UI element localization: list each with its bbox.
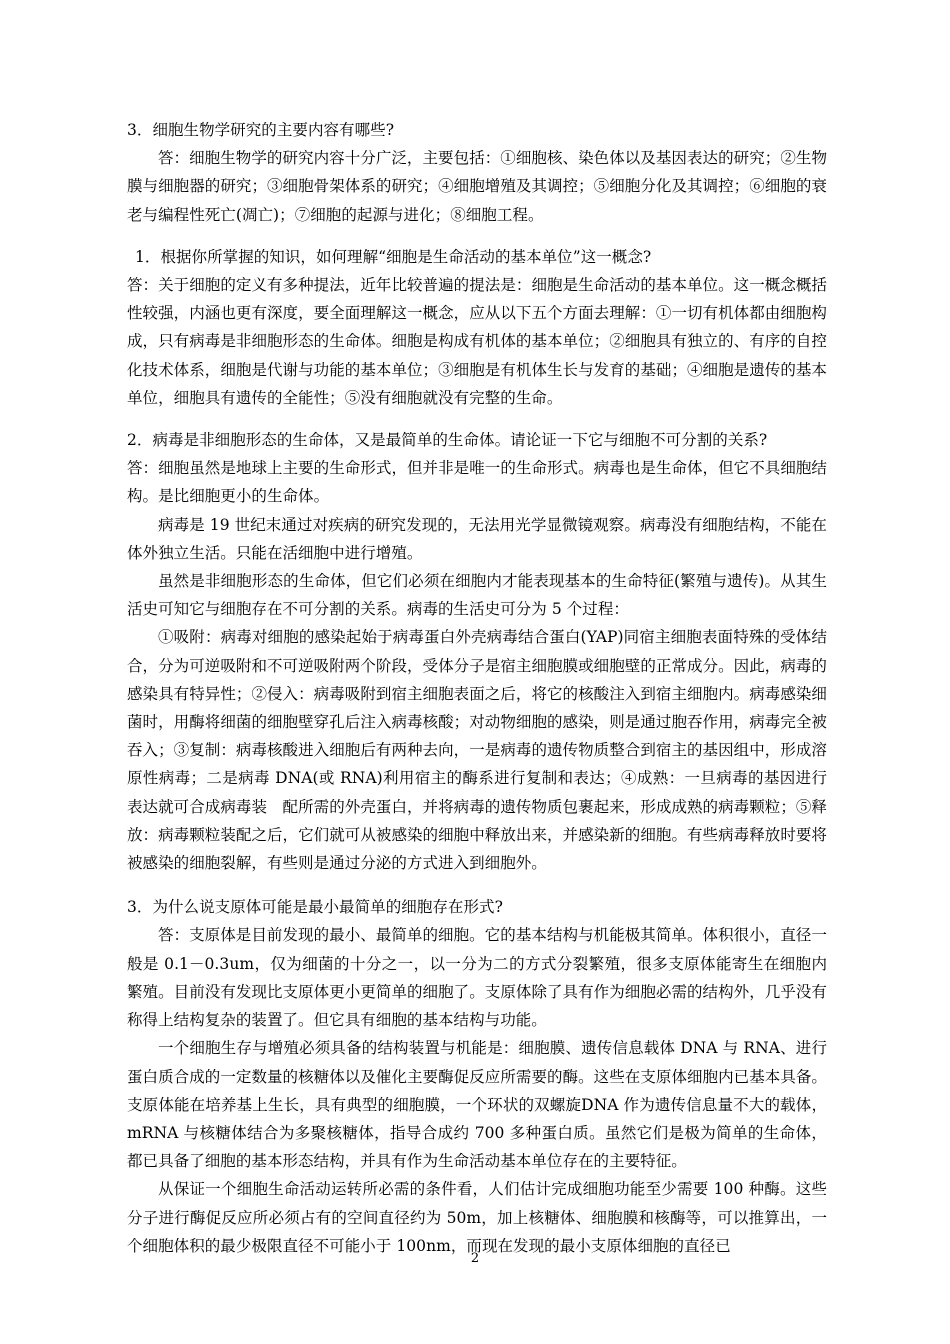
answer-paragraph: 答：支原体是目前发现的最小、最简单的细胞。它的基本结构与机能极其简单。体积很小，直径一般是 0.1－0.3um，仅为细菌的十分之一，以一分为二的方式分裂繁殖，很多支原体能寄生在细胞内繁殖。目前没有发现比支原体更小更简单的细胞了。支原体除了具有作为细胞必需的结构外，几乎没有称得上结构复杂的装置了。但它具有细胞的基本结构与功能。 [127, 926, 827, 1030]
section-spacer [127, 229, 827, 243]
body-paragraph: 虽然是非细胞形态的生命体，但它们必须在细胞内才能表现基本的生命特征(繁殖与遗传)。从其生活史可知它与细胞存在不可分割的关系。病毒的生活史可分为 5 个过程： [127, 572, 828, 619]
question-heading: 3．细胞生物学研究的主要内容有哪些? [127, 121, 395, 139]
answer-paragraph: 答：细胞生物学的研究内容十分广泛，主要包括：①细胞核、染色体以及基因表达的研究；②生物膜与细胞器的研究；③细胞骨架体系的研究；④细胞增殖及其调控；⑤细胞分化及其调控；⑥细胞的衰老与编程性死亡(凋亡)；⑦细胞的起源与进化；⑧细胞工程。 [127, 149, 827, 224]
body-paragraph: ①吸附：病毒对细胞的感染起始于病毒蛋白外壳病毒结合蛋白(YAP)同宿主细胞表面特殊的受体结合，分为可逆吸附和不可逆吸附两个阶段，受体分子是宿主细胞膜或细胞壁的正常成分。因此，病毒的感染具有特异性；②侵入：病毒吸附到宿主细胞表面之后，将它的核酸注入到宿主细胞内。病毒感染细菌时，用酶将细菌的细胞壁穿孔后注入病毒核酸；对动物细胞的感染，则是通过胞吞作用，病毒完全被吞入；③复制：病毒核酸进入细胞后有两种去向，一是病毒的遗传物质整合到宿主的基因组中，形成溶原性病毒；二是病毒 DNA(或 RNA)利用宿主的酶系进行复制和表达；④成熟：一旦病毒的基因进行表达就可合成病毒装 配所需的外壳蛋白，并将病毒的遗传物质包裹起来，形成成熟的病毒颗粒；⑤释放：病毒颗粒装配之后，它们就可从被感染的细胞中释放出来，并感染新的细胞。有些病毒释放时要将被感染的细胞裂解，有些则是通过分泌的方式进入到细胞外。 [127, 628, 827, 873]
question-heading: 1．根据你所掌握的知识，如何理解“细胞是生命活动的基本单位”这一概念? [135, 247, 652, 266]
body-paragraph: 一个细胞生存与增殖必须具备的结构装置与机能是：细胞膜、遗传信息载体 DNA 与 RNA、进行蛋白质合成的一定数量的核糖体以及催化主要酶促反应所需要的酶。这些在支原体细胞内已基本具备。支原体能在培养基上生长，具有典型的细胞膜，一个环状的双螺旋DNA 作为遗传信息量不大的载体，mRNA 与核糖体结合为多聚核糖体，指导合成约 700 多种蛋白质。虽然它们是极为简单的生命体，都已具备了细胞的基本形态结构，并具有作为生命活动基本单位存在的主要特征。 [127, 1039, 827, 1171]
section-spacer [127, 412, 827, 426]
section-spacer [127, 877, 827, 893]
body-paragraph: 从保证一个细胞生命活动运转所必需的条件看，人们估计完成细胞功能至少需要 100 种酶。这些分子进行酶促反应所必须占有的空间直径约为 50m，加上核糖体、细胞膜和核酶等，可以推算出，一个细胞体积的最少极限直径不可能小于 100nm，而现在发现的最小支原体细胞的直径已 [127, 1180, 827, 1255]
answer-paragraph: 答：细胞虽然是地球上主要的生命形式，但并非是唯一的生命形式。病毒也是生命体，但它不具细胞结构。是比细胞更小的生命体。 [127, 459, 827, 506]
page-number: 2 [470, 1251, 480, 1266]
body-paragraph: 病毒是 19 世纪末通过对疾病的研究发现的，无法用光学显微镜观察。病毒没有细胞结构，不能在体外独立生活。只能在活细胞中进行增殖。 [127, 515, 827, 562]
question-heading: 2．病毒是非细胞形态的生命体，又是最简单的生命体。请论证一下它与细胞不可分割的关系? [127, 431, 768, 450]
question-heading: 3．为什么说支原体可能是最小最简单的细胞存在形式? [127, 898, 503, 917]
document-body [127, 116, 827, 1260]
answer-paragraph: 答：关于细胞的定义有多种提法，近年比较普遍的提法是：细胞是生命活动的基本单位。这一概念概括性较强，内涵也更有深度，要全面理解这一概念，应从以下五个方面去理解：①一切有机体都由细胞构成，只有病毒是非细胞形态的生命体。细胞是构成有机体的基本单位；②细胞具有独立的、有序的自控化技术体系，细胞是代谢与功能的基本单位；③细胞是有机体生长与发育的基础；④细胞是遗传的基本单位，细胞具有遗传的全能性；⑤没有细胞就没有完整的生命。 [127, 276, 827, 407]
